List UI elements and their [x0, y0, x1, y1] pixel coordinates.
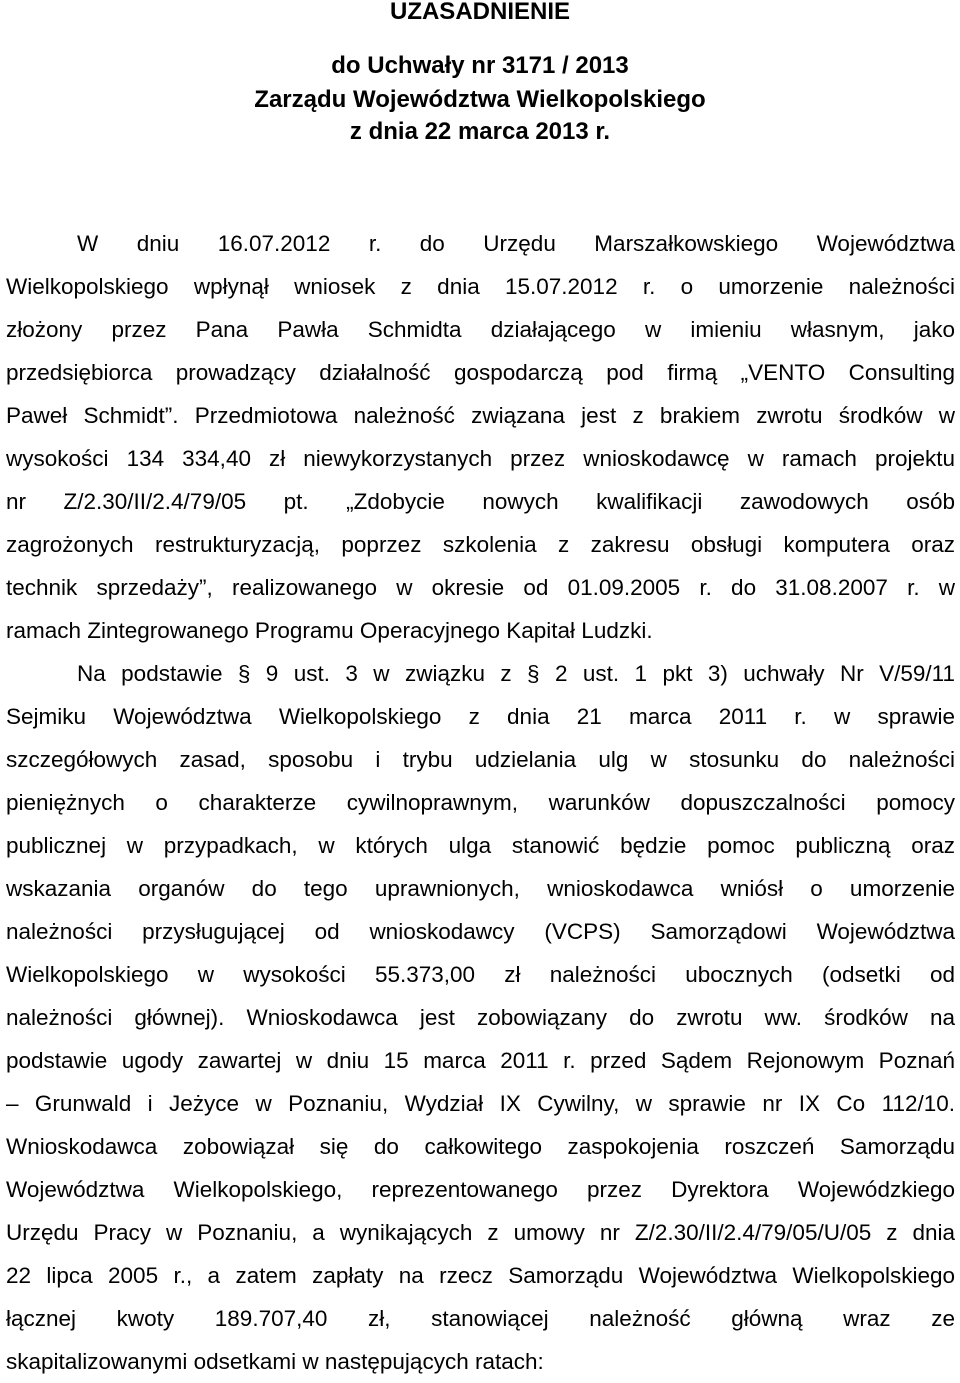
text-line: zagrożonych restrukturyzacją, poprzez szkolenia z zakresu obsługi komputera oraz — [6, 532, 955, 557]
text-line: łącznej kwoty 189.707,40 zł, stanowiącej należność główną wraz ze — [6, 1306, 955, 1331]
resolution-number: do Uchwały nr 3171 / 2013 — [331, 52, 629, 79]
text-line: 22 lipca 2005 r., a zatem zapłaty na rzecz Samorządu Województwa Wielkopolskiego — [6, 1263, 955, 1288]
text-line: Urzędu Pracy w Poznaniu, a wynikających z umowy nr Z/2.30/II/2.4/79/05/U/05 z dnia — [6, 1220, 955, 1245]
text-line: Paweł Schmidt”. Przedmiotowa należność związana jest z brakiem zwrotu środków w — [6, 403, 955, 428]
text-line: złożony przez Pana Pawła Schmidta działającego w imieniu własnym, jako — [6, 317, 955, 342]
text-line: wskazania organów do tego uprawnionych, wnioskodawca wniósł o umorzenie — [6, 876, 955, 901]
text-line: Wielkopolskiego wpłynął wniosek z dnia 15.07.2012 r. o umorzenie należności — [6, 274, 955, 299]
text-line: technik sprzedaży”, realizowanego w okresie od 01.09.2005 r. do 31.08.2007 r. w — [6, 575, 955, 600]
text-line: ramach Zintegrowanego Programu Operacyjnego Kapitał Ludzki. — [6, 618, 653, 643]
text-line: należności głównej). Wnioskodawca jest zobowiązany do zwrotu ww. środków na — [6, 1005, 955, 1030]
text-line: podstawie ugody zawartej w dniu 15 marca 2011 r. przed Sądem Rejonowym Poznań — [6, 1048, 955, 1073]
text-line: Wielkopolskiego w wysokości 55.373,00 zł należności ubocznych (odsetki od — [6, 962, 955, 987]
text-line: skapitalizowanymi odsetkami w następujących ratach: — [6, 1349, 544, 1374]
text-line: należności przysługującej od wnioskodawcy (VCPS) Samorządowi Województwa — [6, 919, 955, 944]
text-line: – Grunwald i Jeżyce w Poznaniu, Wydział IX Cywilny, w sprawie nr IX Co 112/10. — [6, 1091, 955, 1116]
text-line: publicznej w przypadkach, w których ulga stanowić będzie pomoc publiczną oraz — [6, 833, 955, 858]
text-line: W dniu 16.07.2012 r. do Urzędu Marszałkowskiego Województwa — [77, 231, 955, 256]
document-body — [6, 222, 955, 1383]
text-line: Wnioskodawca zobowiązał się do całkowitego zaspokojenia roszczeń Samorządu — [6, 1134, 955, 1159]
text-line: Na podstawie § 9 ust. 3 w związku z § 2 ust. 1 pkt 3) uchwały Nr V/59/11 — [77, 661, 955, 686]
text-line: Sejmiku Województwa Wielkopolskiego z dnia 21 marca 2011 r. w sprawie — [6, 704, 955, 729]
text-line: Województwa Wielkopolskiego, reprezentowanego przez Dyrektora Wojewódzkiego — [6, 1177, 955, 1202]
text-line: przedsiębiorca prowadzący działalność gospodarczą pod firmą „VENTO Consulting — [6, 360, 955, 385]
text-line: szczegółowych zasad, sposobu i trybu udzielania ulg w stosunku do należności — [6, 747, 955, 772]
text-line: nr Z/2.30/II/2.4/79/05 pt. „Zdobycie nowych kwalifikacji zawodowych osób — [6, 489, 955, 514]
issuing-body: Zarządu Województwa Wielkopolskiego — [254, 86, 706, 113]
text-line: wysokości 134 334,40 zł niewykorzystanych przez wnioskodawcę w ramach projektu — [6, 446, 955, 471]
document-title: UZASADNIENIE — [389, 0, 570, 25]
text-line: pieniężnych o charakterze cywilnoprawnym, warunków dopuszczalności pomocy — [6, 790, 955, 815]
resolution-date: z dnia 22 marca 2013 r. — [349, 118, 611, 145]
